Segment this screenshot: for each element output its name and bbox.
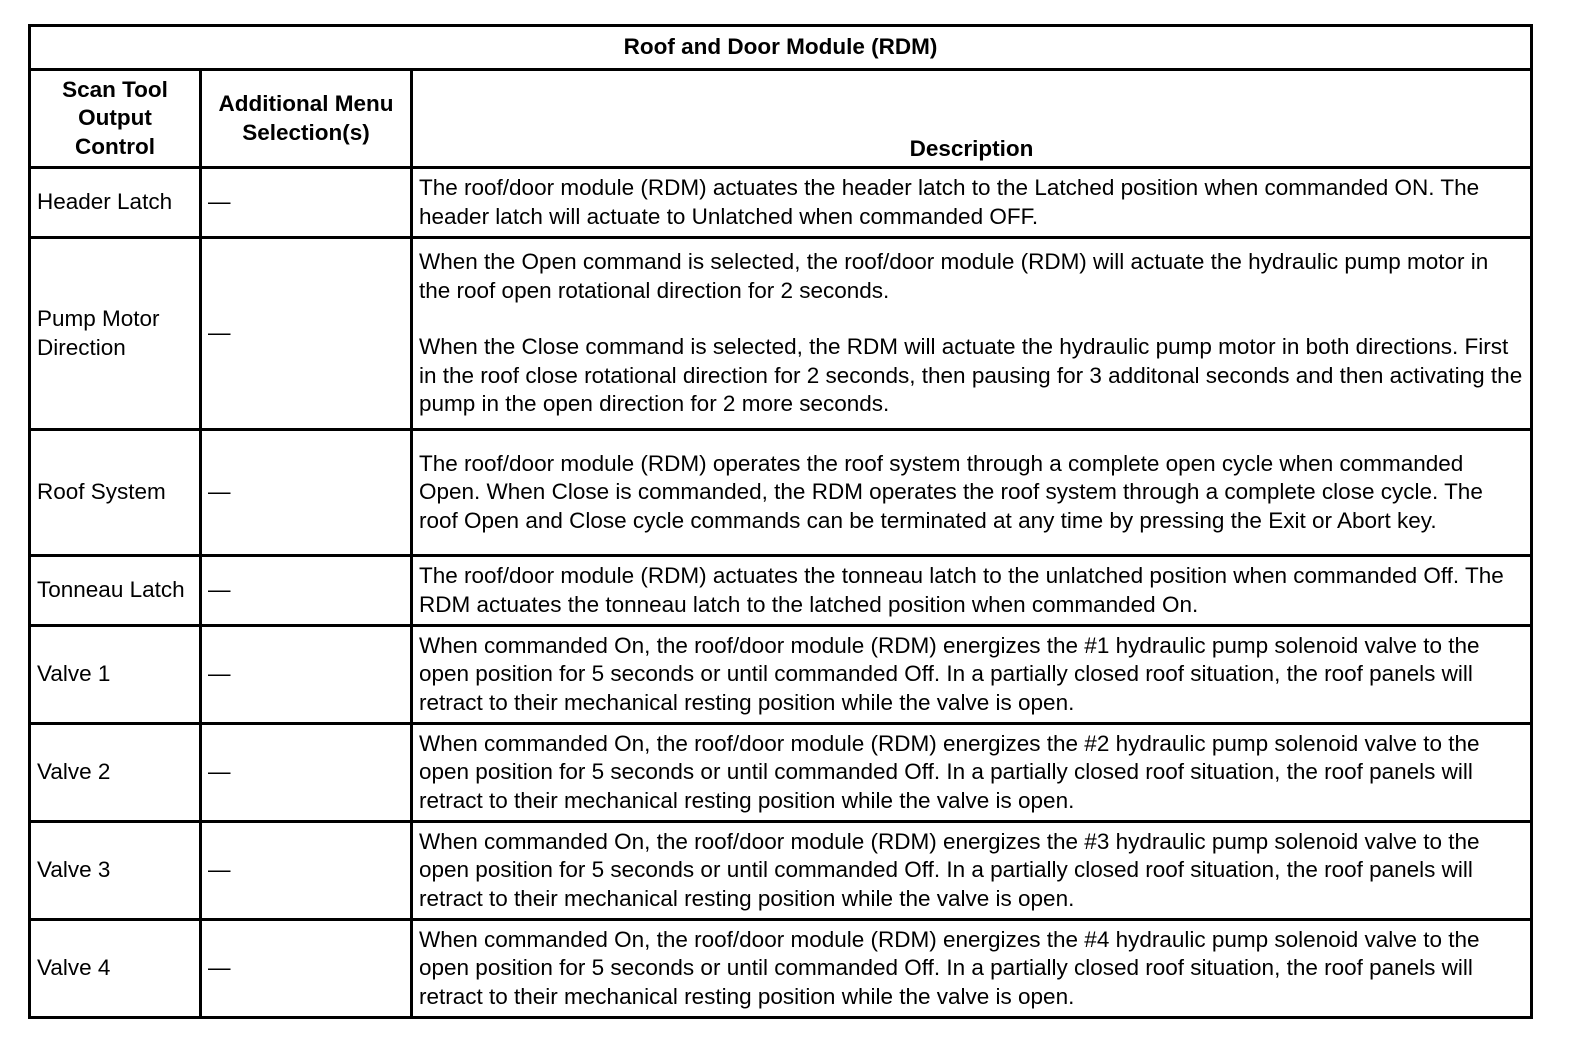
output-control-cell: Valve 1	[30, 626, 201, 724]
description-cell	[412, 238, 1532, 430]
description-text: When commanded On, the roof/door module (RDM) energizes the #3 hydraulic pump solenoid valve to the open position for 5 seconds or until commanded Off. In a partially closed roof situation, the roof panels will retract to their mechanical resting position while the valve is open.	[419, 828, 1480, 911]
description-text: When commanded On, the roof/door module (RDM) energizes the #2 hydraulic pump solenoid valve to the open position for 5 seconds or until commanded Off. In a partially closed roof situation, the roof panels will retract to their mechanical resting position while the valve is open.	[419, 730, 1480, 813]
table-header-row	[30, 70, 1532, 168]
rdm-output-control-table	[28, 24, 1533, 1019]
description-text: When commanded On, the roof/door module (RDM) energizes the #4 hydraulic pump solenoid valve to the open position for 5 seconds or until commanded Off. In a partially closed roof situation, the roof panels will retract to their mechanical resting position while the valve is open.	[419, 926, 1480, 1009]
table-row	[30, 724, 1532, 822]
description-cell	[412, 168, 1532, 238]
description-text: The roof/door module (RDM) actuates the header latch to the Latched position when commanded ON. The header latch will actuate to Unlatched when commanded OFF.	[419, 175, 1480, 229]
description-text: When the Close command is selected, the RDM will actuate the hydraulic pump motor in both directions. First in the roof close rotational direction for 2 seconds, then pausing for 3 additonal seconds and then activating the pump in the open direction for 2 more seconds.	[419, 334, 1523, 417]
output-control-cell: Roof System	[30, 430, 201, 556]
table-row	[30, 556, 1532, 626]
menu-selection-cell: —	[201, 430, 412, 556]
menu-selection-cell: —	[201, 168, 412, 238]
menu-selection-cell: —	[201, 822, 412, 920]
output-control-cell: Valve 4	[30, 920, 201, 1018]
description-cell	[412, 626, 1532, 724]
description-cell	[412, 822, 1532, 920]
output-control-cell: Pump Motor Direction	[30, 238, 201, 430]
header-output-control: Scan Tool Output Control	[30, 70, 201, 168]
output-control-cell: Tonneau Latch	[30, 556, 201, 626]
menu-selection-cell: —	[201, 556, 412, 626]
menu-selection-cell: —	[201, 238, 412, 430]
description-text: The roof/door module (RDM) operates the roof system through a complete open cycle when commanded Open. When Close is commanded, the RDM operates the roof system through a complete close cycle. The roof Open and Close cycle commands can be terminated at any time by pressing the Exit or Abort key.	[419, 450, 1483, 533]
menu-selection-cell: —	[201, 920, 412, 1018]
table-row	[30, 238, 1532, 430]
output-control-cell: Valve 3	[30, 822, 201, 920]
header-menu-selection: Additional Menu Selection(s)	[201, 70, 412, 168]
description-cell	[412, 556, 1532, 626]
table-title: Roof and Door Module (RDM)	[30, 26, 1532, 70]
output-control-cell: Valve 2	[30, 724, 201, 822]
table-row	[30, 168, 1532, 238]
table-row	[30, 822, 1532, 920]
description-text: When commanded On, the roof/door module (RDM) energizes the #1 hydraulic pump solenoid valve to the open position for 5 seconds or until commanded Off. In a partially closed roof situation, the roof panels will retract to their mechanical resting position while the valve is open.	[419, 632, 1480, 715]
output-control-cell: Header Latch	[30, 168, 201, 238]
description-cell	[412, 920, 1532, 1018]
table-row	[30, 920, 1532, 1018]
table-title-row	[30, 26, 1532, 70]
description-text: The roof/door module (RDM) actuates the tonneau latch to the unlatched position when commanded Off. The RDM actuates the tonneau latch to the latched position when commanded On.	[419, 563, 1504, 617]
description-cell	[412, 430, 1532, 556]
description-cell	[412, 724, 1532, 822]
table-row	[30, 626, 1532, 724]
menu-selection-cell: —	[201, 724, 412, 822]
description-text: When the Open command is selected, the roof/door module (RDM) will actuate the hydraulic pump motor in the roof open rotational direction for 2 seconds.	[419, 249, 1489, 303]
menu-selection-cell: —	[201, 626, 412, 724]
header-description: Description	[412, 70, 1532, 168]
table-row	[30, 430, 1532, 556]
